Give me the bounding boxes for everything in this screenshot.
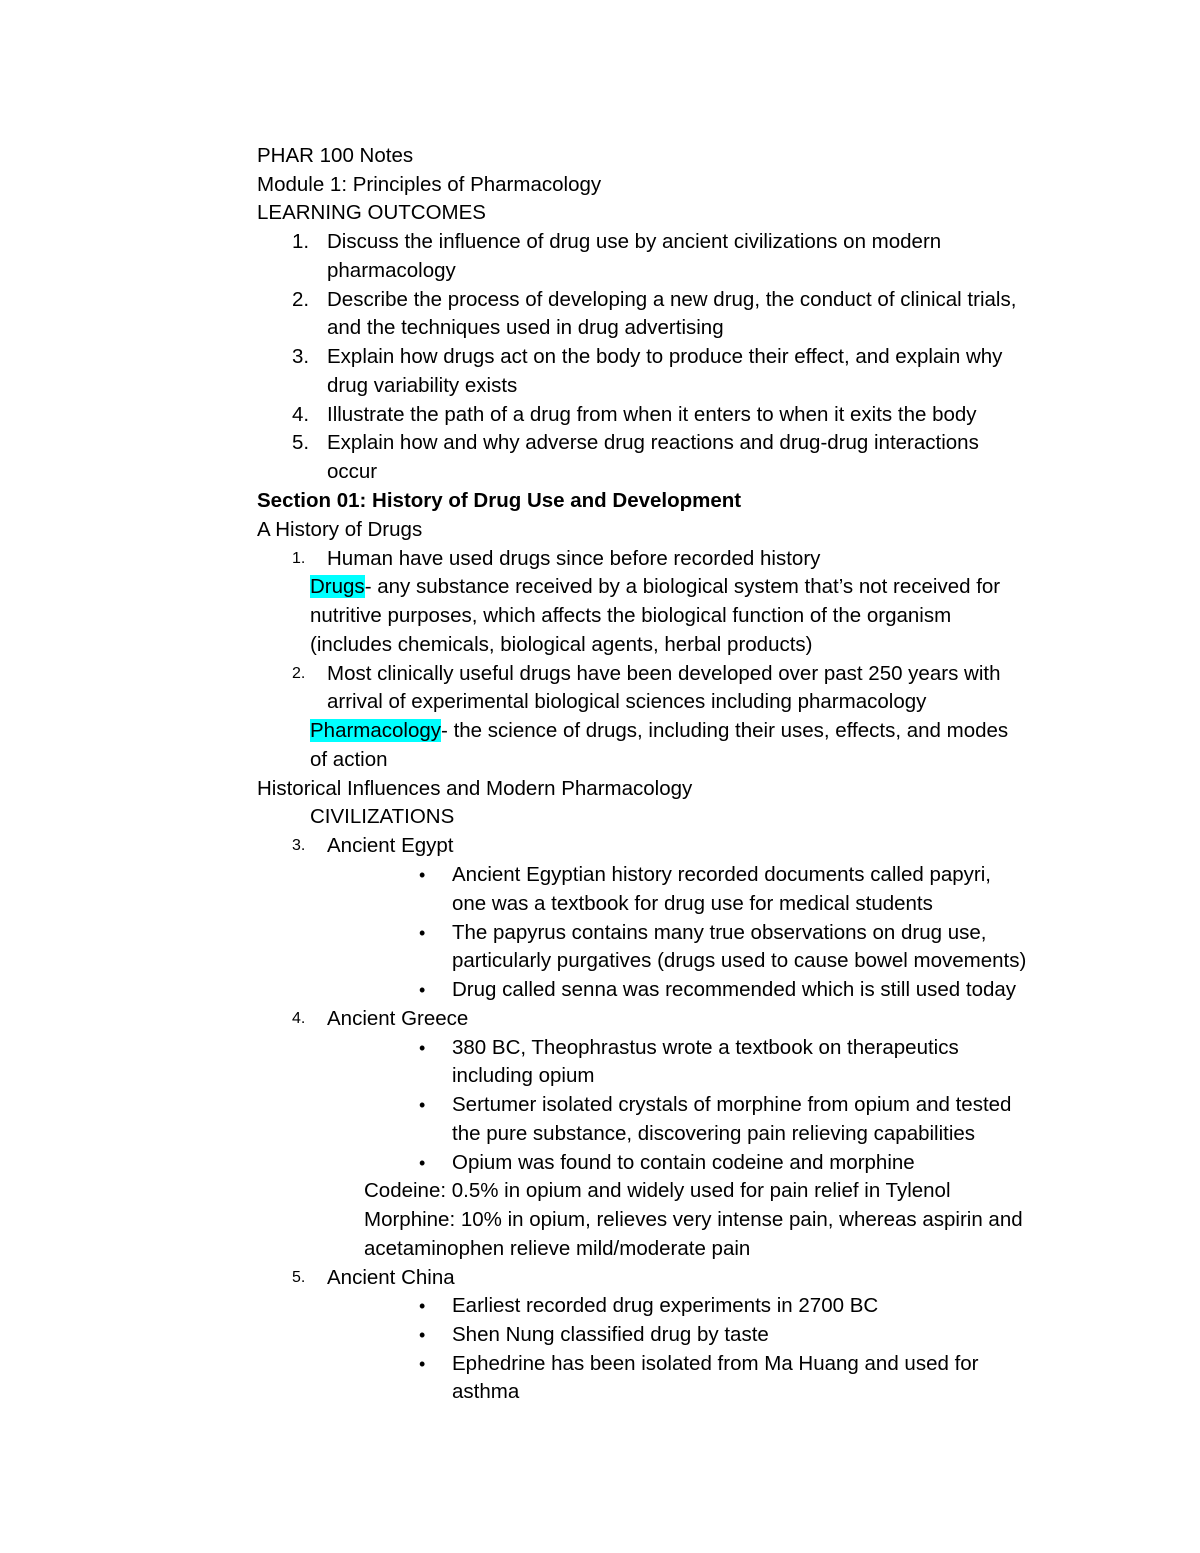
outcome-text: Discuss the influence of drug use by ancient civilizations on modern — [327, 230, 942, 253]
history-item-number: 1. — [292, 550, 306, 567]
outcome-text: Illustrate the path of a drug from when it enters to when it exits the body — [327, 403, 977, 426]
bullet-icon: • — [419, 1153, 426, 1173]
egypt-bullet-text: particularly purgatives (drugs used to cause bowel movements) — [452, 949, 1027, 972]
greece-note: acetaminophen relieve mild/moderate pain — [364, 1237, 751, 1260]
outcome-number: 1. — [292, 230, 310, 253]
section-subheading: A History of Drugs — [257, 518, 423, 541]
pharmacology-definition-text: of action — [310, 748, 388, 771]
history-item-text: Human have used drugs since before recorded history — [327, 547, 821, 570]
section-heading: Section 01: History of Drug Use and Development — [257, 489, 742, 512]
outcome-text: occur — [327, 460, 378, 483]
civilizations-label: CIVILIZATIONS — [310, 805, 455, 828]
greece-bullet-text: including opium — [452, 1064, 595, 1087]
egypt-bullet-text: one was a textbook for drug use for medical students — [452, 892, 933, 915]
outcome-number: 5. — [292, 431, 310, 454]
drugs-term-highlight: Drugs — [310, 575, 365, 598]
china-bullet-text: Earliest recorded drug experiments in 2700 BC — [452, 1294, 879, 1317]
history-item-text: arrival of experimental biological sciences including pharmacology — [327, 690, 927, 713]
pharmacology-term-highlight: Pharmacology — [310, 719, 442, 742]
greece-note: Codeine: 0.5% in opium and widely used for pain relief in Tylenol — [364, 1179, 951, 1202]
doc-title: PHAR 100 Notes — [257, 144, 414, 167]
outcome-number: 3. — [292, 345, 310, 368]
outcome-number: 4. — [292, 403, 310, 426]
outcome-text: and the techniques used in drug advertising — [327, 316, 724, 339]
civilization-number: 3. — [292, 837, 306, 854]
drugs-definition-text: nutritive purposes, which affects the biological function of the organism — [310, 604, 952, 627]
egypt-bullet-text: Ancient Egyptian history recorded documents called papyri, — [452, 863, 991, 886]
outcome-text: Describe the process of developing a new drug, the conduct of clinical trials, — [327, 288, 1017, 311]
pharmacology-definition-text: - the science of drugs, including their uses, effects, and modes — [441, 719, 1009, 742]
china-bullet-text: asthma — [452, 1380, 520, 1403]
outcome-text: pharmacology — [327, 259, 456, 282]
outcomes-heading: LEARNING OUTCOMES — [257, 201, 486, 224]
greece-note: Morphine: 10% in opium, relieves very intense pain, whereas aspirin and — [364, 1208, 1023, 1231]
history-item-text: Most clinically useful drugs have been developed over past 250 years with — [327, 662, 1001, 685]
pharmacology-definition-line — [310, 717, 1008, 745]
egypt-bullet-text: Drug called senna was recommended which is still used today — [452, 978, 1017, 1001]
bullet-icon: • — [419, 1038, 426, 1058]
civilization-title-greece: Ancient Greece — [327, 1007, 469, 1030]
civilization-title-china: Ancient China — [327, 1266, 455, 1289]
bullet-icon: • — [419, 1095, 426, 1115]
drugs-definition-text: - any substance received by a biological system that’s not received for — [364, 575, 1001, 598]
history-item-number: 2. — [292, 665, 306, 682]
greece-bullet-text: the pure substance, discovering pain relieving capabilities — [452, 1122, 976, 1145]
greece-bullet-text: Sertumer isolated crystals of morphine from opium and tested — [452, 1093, 1012, 1116]
greece-bullet-text: 380 BC, Theophrastus wrote a textbook on therapeutics — [452, 1036, 959, 1059]
bullet-icon: • — [419, 1354, 426, 1374]
module-title: Module 1: Principles of Pharmacology — [257, 173, 602, 196]
china-bullet-text: Ephedrine has been isolated from Ma Huang and used for — [452, 1352, 979, 1375]
historical-heading: Historical Influences and Modern Pharmacology — [257, 777, 693, 800]
drugs-definition-line — [310, 573, 1000, 601]
outcome-number: 2. — [292, 288, 310, 311]
outcome-text: Explain how drugs act on the body to produce their effect, and explain why — [327, 345, 1003, 368]
bullet-icon: • — [419, 1296, 426, 1316]
greece-bullet-text: Opium was found to contain codeine and morphine — [452, 1151, 915, 1174]
bullet-icon: • — [419, 865, 426, 885]
civilization-title-egypt: Ancient Egypt — [327, 834, 454, 857]
outcome-text: drug variability exists — [327, 374, 518, 397]
bullet-icon: • — [419, 980, 426, 1000]
bullet-icon: • — [419, 923, 426, 943]
civilization-number: 5. — [292, 1269, 306, 1286]
outcome-text: Explain how and why adverse drug reactions and drug-drug interactions — [327, 431, 979, 454]
egypt-bullet-text: The papyrus contains many true observations on drug use, — [452, 921, 987, 944]
bullet-icon: • — [419, 1325, 426, 1345]
civilization-number: 4. — [292, 1010, 306, 1027]
drugs-definition-text: (includes chemicals, biological agents, herbal products) — [310, 633, 813, 656]
china-bullet-text: Shen Nung classified drug by taste — [452, 1323, 769, 1346]
